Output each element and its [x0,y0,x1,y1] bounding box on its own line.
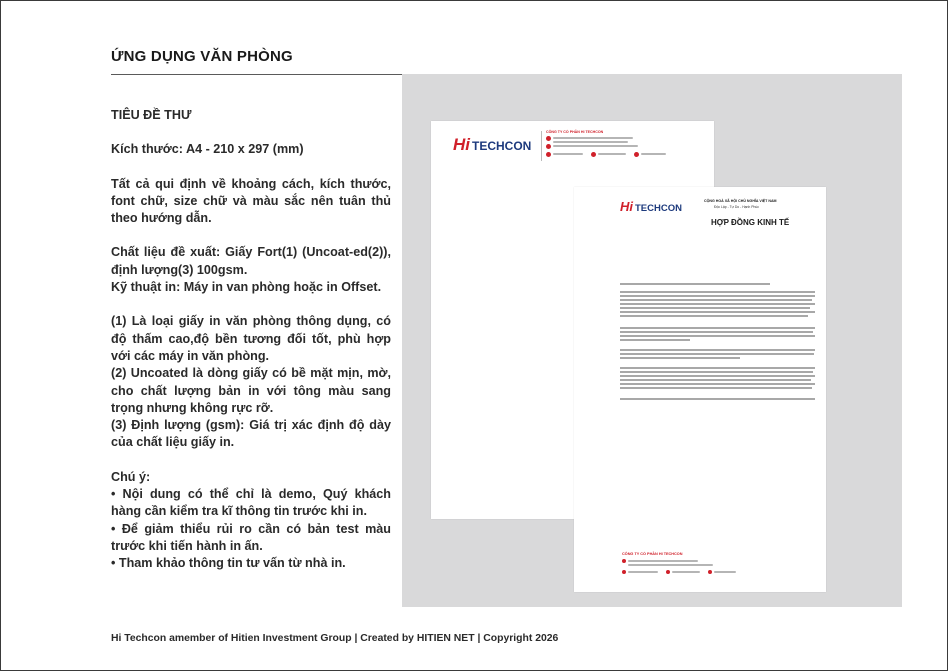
address-line [553,137,633,139]
logo-hi-mark: Hi [620,199,633,214]
address-line [628,560,698,562]
body-text-line [620,295,815,297]
body-text-line [620,349,815,351]
body-text-line [620,331,813,333]
body-text-line [620,379,811,381]
techcon-logo [620,199,682,214]
letterhead-mockup-panel [402,74,902,607]
body-text-line [620,283,770,285]
address-line [553,141,628,143]
address-line [553,145,638,147]
address-icon [622,559,626,563]
body-text-line [620,357,740,359]
body-text-line [620,383,815,385]
contact-line [672,571,700,573]
logo-wordmark: TECHCON [635,203,682,214]
body-text-line [620,371,813,373]
web-icon [708,570,712,574]
email-icon [622,570,626,574]
national-header: CỘNG HOÀ XÃ HỘI CHỦ NGHĨA VIỆT NAM [704,199,777,203]
spec-rules: Tất cả qui định về khoảng cách, kích thước, font chữ, size chữ và màu sắc nên tuân thủ theo hướng dẫn. [111,176,391,226]
caution-item-2: • Để giảm thiểu rủi ro cần có bản test màu trước khi tiến hành in ấn. [111,521,391,553]
logo-hi-mark: Hi [453,135,470,154]
body-text-line [620,307,810,309]
national-motto: Độc Lập - Tự Do - Hạnh Phúc [714,205,759,209]
body-text-line [620,387,812,389]
body-text-line [620,398,815,400]
web-icon [634,152,639,157]
page-footer: Hi Techcon amember of Hitien Investment Group | Created by HITIEN NET | Copyright 2026 [111,633,559,644]
phone-icon [666,570,670,574]
spec-note-2: (2) Uncoated là dòng giấy có bề mặt mịn, mờ, cho chất lượng bản in với tông màu sang trọng nhưng không rực rỡ. [111,366,391,415]
body-text-line [620,335,815,337]
body-text-line [620,299,812,301]
spec-column [111,107,391,573]
page-title: ỨNG DỤNG VĂN PHÒNG [111,48,293,65]
body-text-line [620,339,690,341]
contact-line [714,571,736,573]
body-text-line [620,375,815,377]
header-divider [541,131,542,161]
contact-line [628,571,658,573]
spec-note-3: (3) Định lượng (gsm): Giá trị xác định độ dày của chất liệu giấy in. [111,418,391,450]
contact-line [641,153,666,155]
spec-note-1: (1) Là loại giấy in văn phòng thông dụng, có độ thấm cao,độ bền tương đối tốt, phù hợp với các máy in văn phòng. [111,314,391,363]
body-text-line [620,311,815,313]
body-text-line [620,315,808,317]
spec-size: Kích thước: A4 - 210 x 297 (mm) [111,142,304,157]
company-name: CÔNG TY CỔ PHẦN HI TECHCON [546,130,604,134]
phone-icon [591,152,596,157]
letterhead-sheet-front [574,187,826,592]
email-icon [546,152,551,157]
address-line [628,564,713,566]
location-icon [546,144,551,149]
contact-line [553,153,583,155]
body-text-line [620,291,815,293]
techcon-logo [453,135,531,155]
body-text-line [620,327,815,329]
document-heading: HỢP ĐỒNG KINH TẾ [711,218,790,227]
body-text-line [620,303,815,305]
body-text-line [620,367,815,369]
footer-company-name: CÔNG TY CỔ PHẦN HI TECHCON [622,552,683,556]
spec-printing: Kỹ thuật in: Máy in van phòng hoặc in Offset. [111,280,382,295]
address-icon [546,136,551,141]
contact-line [598,153,626,155]
body-text-line [620,353,814,355]
caution-title: Chú ý: [111,469,151,484]
spec-material: Chất liệu đề xuất: Giấy Fort(1) (Uncoat-ed(2)), định lượng(3) 100gsm. [111,245,391,277]
caution-item-1: • Nội dung có thể chỉ là demo, Quý khách hàng cần kiểm tra kĩ thông tin trước khi in. [111,487,391,519]
caution-item-3: • Tham khảo thông tin tư vấn từ nhà in. [111,556,346,571]
spec-heading: TIÊU ĐỀ THƯ [111,108,192,122]
logo-wordmark: TECHCON [472,139,532,153]
